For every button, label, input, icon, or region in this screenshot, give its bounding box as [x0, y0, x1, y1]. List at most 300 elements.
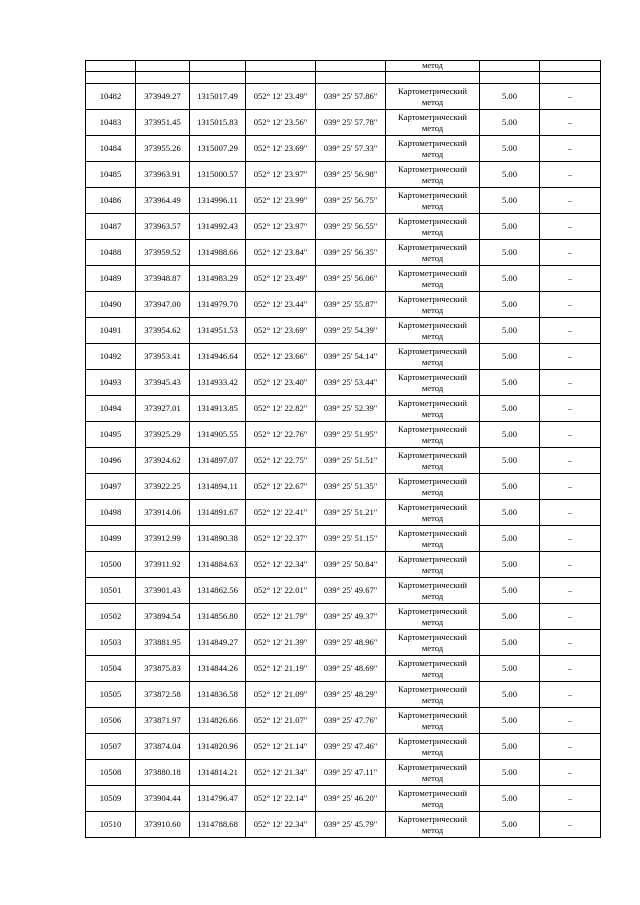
coord-x: 373949.27 [136, 84, 190, 110]
table-row [86, 630, 601, 656]
latitude: 052° 12' 22.34" [246, 812, 316, 838]
method-line-1: Картометрический [398, 579, 467, 590]
note: – [540, 266, 601, 292]
table-row [86, 656, 601, 682]
note: – [540, 396, 601, 422]
point-number: 10486 [86, 188, 136, 214]
coord-y: 1314844.26 [190, 656, 246, 682]
coord-y: 1314891.67 [190, 500, 246, 526]
accuracy: 5.00 [480, 578, 540, 604]
coord-y: 1314951.53 [190, 318, 246, 344]
accuracy: 5.00 [480, 214, 540, 240]
accuracy: 5.00 [480, 474, 540, 500]
method-line-1: Картометрический [398, 215, 467, 226]
accuracy: 5.00 [480, 526, 540, 552]
table-row [86, 812, 601, 838]
method-line-2: метод [421, 746, 444, 757]
latitude: 052° 12' 22.76" [246, 422, 316, 448]
longitude: 039° 25' 51.95" [316, 422, 386, 448]
coord-x: 373904.44 [136, 786, 190, 812]
method-line-1: Картометрический [398, 371, 467, 382]
method-line-2: метод [421, 486, 444, 497]
longitude: 039° 25' 57.86" [316, 84, 386, 110]
accuracy: 5.00 [480, 318, 540, 344]
empty-cell [540, 72, 601, 84]
longitude: 039° 25' 51.35" [316, 474, 386, 500]
method [386, 214, 480, 240]
latitude: 052° 12' 22.37" [246, 526, 316, 552]
method [386, 500, 480, 526]
separator-row [86, 72, 601, 84]
coord-y: 1314890.38 [190, 526, 246, 552]
method-line-1: Картометрический [398, 163, 467, 174]
method [386, 370, 480, 396]
note: – [540, 474, 601, 500]
coord-y: 1314913.85 [190, 396, 246, 422]
accuracy: 5.00 [480, 162, 540, 188]
longitude: 039° 25' 48.29" [316, 682, 386, 708]
method [386, 604, 480, 630]
table-row [86, 448, 601, 474]
latitude: 052° 12' 22.75" [246, 448, 316, 474]
accuracy: 5.00 [480, 448, 540, 474]
method-line-2: метод [421, 772, 444, 783]
coord-x: 373922.25 [136, 474, 190, 500]
table-row [86, 474, 601, 500]
empty-cell [86, 61, 136, 72]
note: – [540, 422, 601, 448]
coord-y: 1314796.47 [190, 786, 246, 812]
accuracy: 5.00 [480, 370, 540, 396]
method-line-2: метод [421, 304, 444, 315]
empty-cell [86, 72, 136, 84]
coord-x: 373910.60 [136, 812, 190, 838]
coord-x: 373914.06 [136, 500, 190, 526]
method [386, 474, 480, 500]
note: – [540, 240, 601, 266]
method [386, 760, 480, 786]
coord-x: 373951.45 [136, 110, 190, 136]
table-row [86, 110, 601, 136]
method-line-1: Картометрический [398, 475, 467, 486]
accuracy: 5.00 [480, 240, 540, 266]
coord-x: 373894.54 [136, 604, 190, 630]
longitude: 039° 25' 47.11" [316, 760, 386, 786]
note: – [540, 500, 601, 526]
coord-x: 373947.00 [136, 292, 190, 318]
latitude: 052° 12' 21.34" [246, 760, 316, 786]
method-line-1: Картометрический [398, 397, 467, 408]
point-number: 10487 [86, 214, 136, 240]
table-row [86, 734, 601, 760]
method-line-1: Картометрический [398, 683, 467, 694]
accuracy: 5.00 [480, 500, 540, 526]
accuracy: 5.00 [480, 344, 540, 370]
method [386, 162, 480, 188]
accuracy: 5.00 [480, 656, 540, 682]
point-number: 10499 [86, 526, 136, 552]
method-line-2: метод [421, 512, 444, 523]
coord-y: 1315017.49 [190, 84, 246, 110]
note: – [540, 630, 601, 656]
longitude: 039° 25' 47.46" [316, 734, 386, 760]
method-line-2: метод [421, 96, 444, 107]
point-number: 10490 [86, 292, 136, 318]
point-number: 10491 [86, 318, 136, 344]
table-row [86, 578, 601, 604]
point-number: 10501 [86, 578, 136, 604]
latitude: 052° 12' 23.49" [246, 84, 316, 110]
method-line-2: метод [421, 408, 444, 419]
accuracy: 5.00 [480, 552, 540, 578]
method-line-2: метод [421, 330, 444, 341]
coord-y: 1314820.96 [190, 734, 246, 760]
table-row [86, 266, 601, 292]
table-row [86, 214, 601, 240]
method-line-2: метод [421, 382, 444, 393]
note: – [540, 448, 601, 474]
latitude: 052° 12' 21.14" [246, 734, 316, 760]
method-line-1: Картометрический [398, 553, 467, 564]
method-line-1: Картометрический [398, 735, 467, 746]
accuracy: 5.00 [480, 396, 540, 422]
point-number: 10507 [86, 734, 136, 760]
table-row [86, 526, 601, 552]
method-line-1: Картометрический [398, 85, 467, 96]
empty-cell [540, 61, 601, 72]
coord-x: 373901.43 [136, 578, 190, 604]
method [386, 136, 480, 162]
point-number: 10505 [86, 682, 136, 708]
point-number: 10485 [86, 162, 136, 188]
coord-y: 1315000.57 [190, 162, 246, 188]
table-row [86, 84, 601, 110]
method-line-2: метод [421, 278, 444, 289]
method-line-1: Картометрический [398, 501, 467, 512]
table-row [86, 188, 601, 214]
method [386, 292, 480, 318]
latitude: 052° 12' 22.41" [246, 500, 316, 526]
note: – [540, 604, 601, 630]
method-line-2: метод [421, 434, 444, 445]
method-line-1: Картометрический [398, 345, 467, 356]
note: – [540, 812, 601, 838]
method [386, 552, 480, 578]
coord-x: 373963.91 [136, 162, 190, 188]
method [386, 630, 480, 656]
accuracy: 5.00 [480, 136, 540, 162]
table-body [86, 61, 601, 838]
method-line-2: метод [421, 642, 444, 653]
method [386, 448, 480, 474]
longitude: 039° 25' 51.21" [316, 500, 386, 526]
accuracy: 5.00 [480, 630, 540, 656]
note: – [540, 760, 601, 786]
coord-y: 1314983.29 [190, 266, 246, 292]
table-row [86, 552, 601, 578]
note: – [540, 370, 601, 396]
note: – [540, 344, 601, 370]
coord-y: 1314933.42 [190, 370, 246, 396]
coord-y: 1314788.68 [190, 812, 246, 838]
method [386, 266, 480, 292]
method-line-2: метод [421, 590, 444, 601]
longitude: 039° 25' 54.14" [316, 344, 386, 370]
longitude: 039° 25' 56.55" [316, 214, 386, 240]
table-row [86, 422, 601, 448]
point-number: 10483 [86, 110, 136, 136]
method-line-2: метод [421, 824, 444, 835]
method-line-2: метод [421, 460, 444, 471]
coord-y: 1314836.58 [190, 682, 246, 708]
longitude: 039° 25' 56.06" [316, 266, 386, 292]
method-line-1: Картометрический [398, 137, 467, 148]
method-line-2: метод [421, 200, 444, 211]
method [386, 84, 480, 110]
coord-x: 373927.01 [136, 396, 190, 422]
method [386, 318, 480, 344]
coord-x: 373871.97 [136, 708, 190, 734]
coord-x: 373955.26 [136, 136, 190, 162]
longitude: 039° 25' 48.96" [316, 630, 386, 656]
empty-cell [246, 61, 316, 72]
longitude: 039° 25' 49.67" [316, 578, 386, 604]
latitude: 052° 12' 21.19" [246, 656, 316, 682]
note: – [540, 188, 601, 214]
latitude: 052° 12' 23.66" [246, 344, 316, 370]
table-row [86, 136, 601, 162]
latitude: 052° 12' 23.49" [246, 266, 316, 292]
point-number: 10504 [86, 656, 136, 682]
method [386, 110, 480, 136]
coord-y: 1314897.07 [190, 448, 246, 474]
latitude: 052° 12' 22.01" [246, 578, 316, 604]
method [386, 422, 480, 448]
accuracy: 5.00 [480, 708, 540, 734]
method-line-1: Картометрический [398, 423, 467, 434]
latitude: 052° 12' 21.39" [246, 630, 316, 656]
accuracy: 5.00 [480, 422, 540, 448]
method-line-2: метод [421, 148, 444, 159]
point-number: 10497 [86, 474, 136, 500]
note: – [540, 292, 601, 318]
table-row [86, 162, 601, 188]
latitude: 052° 12' 23.69" [246, 136, 316, 162]
latitude: 052° 12' 23.44" [246, 292, 316, 318]
note: – [540, 578, 601, 604]
coord-y: 1314988.66 [190, 240, 246, 266]
empty-cell [190, 61, 246, 72]
note: – [540, 110, 601, 136]
method-line-2: метод [421, 174, 444, 185]
coord-x: 373953.41 [136, 344, 190, 370]
latitude: 052° 12' 22.67" [246, 474, 316, 500]
coord-x: 373911.92 [136, 552, 190, 578]
method [386, 344, 480, 370]
latitude: 052° 12' 22.82" [246, 396, 316, 422]
table-row [86, 292, 601, 318]
coord-y: 1314894.11 [190, 474, 246, 500]
note: – [540, 318, 601, 344]
table-row [86, 604, 601, 630]
empty-cell [316, 61, 386, 72]
coord-x: 373912.99 [136, 526, 190, 552]
longitude: 039° 25' 46.20" [316, 786, 386, 812]
point-number: 10488 [86, 240, 136, 266]
accuracy: 5.00 [480, 110, 540, 136]
method-line-2: метод [421, 226, 444, 237]
coord-y: 1314996.11 [190, 188, 246, 214]
method-line-1: Картометрический [398, 267, 467, 278]
point-number: 10484 [86, 136, 136, 162]
note: – [540, 682, 601, 708]
accuracy: 5.00 [480, 760, 540, 786]
coord-y: 1314862.56 [190, 578, 246, 604]
empty-cell [190, 72, 246, 84]
latitude: 052° 12' 23.97" [246, 162, 316, 188]
point-number: 10495 [86, 422, 136, 448]
coord-x: 373874.04 [136, 734, 190, 760]
note: – [540, 708, 601, 734]
method-line-1: Картометрический [398, 111, 467, 122]
method-line-2: метод [421, 122, 444, 133]
accuracy: 5.00 [480, 188, 540, 214]
longitude: 039° 25' 57.78" [316, 110, 386, 136]
coordinates-table [85, 60, 601, 838]
longitude: 039° 25' 51.51" [316, 448, 386, 474]
note: – [540, 786, 601, 812]
empty-cell [136, 72, 190, 84]
coord-x: 373872.58 [136, 682, 190, 708]
latitude: 052° 12' 23.69" [246, 318, 316, 344]
method-line-2: метод [421, 538, 444, 549]
note: – [540, 84, 601, 110]
continued-row [86, 61, 601, 72]
table-row [86, 318, 601, 344]
empty-cell [480, 72, 540, 84]
method-continuation: метод [386, 61, 480, 72]
method-line-1: Картометрический [398, 241, 467, 252]
longitude: 039° 25' 51.15" [316, 526, 386, 552]
longitude: 039° 25' 48.69" [316, 656, 386, 682]
longitude: 039° 25' 49.37" [316, 604, 386, 630]
method-line-1: Картометрический [398, 631, 467, 642]
method [386, 240, 480, 266]
empty-cell [480, 61, 540, 72]
table-row [86, 708, 601, 734]
coord-x: 373948.87 [136, 266, 190, 292]
latitude: 052° 12' 22.14" [246, 786, 316, 812]
coord-y: 1314856.80 [190, 604, 246, 630]
longitude: 039° 25' 55.87" [316, 292, 386, 318]
table-row [86, 682, 601, 708]
coord-x: 373963.57 [136, 214, 190, 240]
latitude: 052° 12' 23.99" [246, 188, 316, 214]
method [386, 188, 480, 214]
accuracy: 5.00 [480, 682, 540, 708]
coord-x: 373881.95 [136, 630, 190, 656]
note: – [540, 656, 601, 682]
latitude: 052° 12' 23.84" [246, 240, 316, 266]
method [386, 656, 480, 682]
method [386, 526, 480, 552]
method [386, 734, 480, 760]
accuracy: 5.00 [480, 786, 540, 812]
point-number: 10508 [86, 760, 136, 786]
point-number: 10509 [86, 786, 136, 812]
method-line-1: Картометрический [398, 527, 467, 538]
coord-x: 373954.62 [136, 318, 190, 344]
method-line-2: метод [421, 720, 444, 731]
coord-y: 1314905.55 [190, 422, 246, 448]
empty-cell [386, 72, 480, 84]
method [386, 682, 480, 708]
method-line-2: метод [421, 356, 444, 367]
coord-x: 373925.29 [136, 422, 190, 448]
table-row [86, 344, 601, 370]
latitude: 052° 12' 21.09" [246, 682, 316, 708]
method-line-2: метод [421, 616, 444, 627]
point-number: 10482 [86, 84, 136, 110]
longitude: 039° 25' 54.39" [316, 318, 386, 344]
note: – [540, 136, 601, 162]
method-line-1: Картометрический [398, 189, 467, 200]
method-line-2: метод [421, 252, 444, 263]
method-line-2: метод [421, 694, 444, 705]
empty-cell [246, 72, 316, 84]
empty-cell [316, 72, 386, 84]
point-number: 10510 [86, 812, 136, 838]
longitude: 039° 25' 56.75" [316, 188, 386, 214]
longitude: 039° 25' 53.44" [316, 370, 386, 396]
latitude: 052° 12' 21.07" [246, 708, 316, 734]
method-line-1: Картометрический [398, 449, 467, 460]
longitude: 039° 25' 50.84" [316, 552, 386, 578]
note: – [540, 526, 601, 552]
method [386, 708, 480, 734]
method [386, 786, 480, 812]
accuracy: 5.00 [480, 604, 540, 630]
latitude: 052° 12' 21.79" [246, 604, 316, 630]
note: – [540, 162, 601, 188]
point-number: 10503 [86, 630, 136, 656]
coord-x: 373964.49 [136, 188, 190, 214]
point-number: 10506 [86, 708, 136, 734]
method-line-1: Картометрический [398, 657, 467, 668]
coord-y: 1314946.64 [190, 344, 246, 370]
point-number: 10494 [86, 396, 136, 422]
method [386, 812, 480, 838]
coord-x: 373959.52 [136, 240, 190, 266]
method-line-1: Картометрический [398, 319, 467, 330]
accuracy: 5.00 [480, 734, 540, 760]
method-line-1: Картометрический [398, 605, 467, 616]
coord-x: 373945.43 [136, 370, 190, 396]
note: – [540, 734, 601, 760]
longitude: 039° 25' 45.79" [316, 812, 386, 838]
longitude: 039° 25' 57.33" [316, 136, 386, 162]
table-row [86, 760, 601, 786]
method-line-2: метод [421, 668, 444, 679]
point-number: 10500 [86, 552, 136, 578]
empty-cell [136, 61, 190, 72]
method-line-1: Картометрический [398, 813, 467, 824]
coord-y: 1315015.83 [190, 110, 246, 136]
table-row [86, 396, 601, 422]
point-number: 10489 [86, 266, 136, 292]
point-number: 10496 [86, 448, 136, 474]
longitude: 039° 25' 56.35" [316, 240, 386, 266]
